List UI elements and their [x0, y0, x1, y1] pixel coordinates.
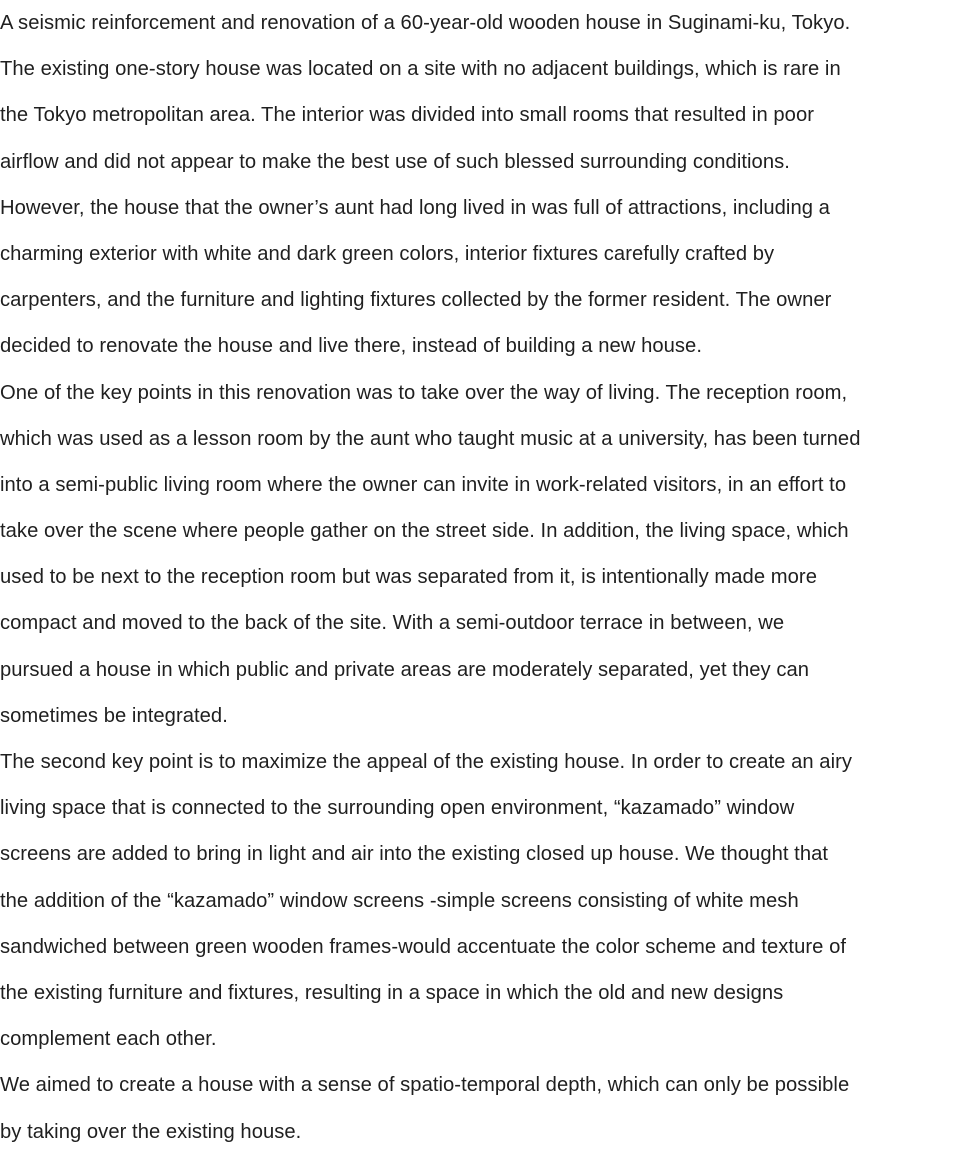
text-line: sometimes be integrated. — [0, 704, 228, 727]
paragraph-second-key-point — [0, 726, 962, 1062]
text-line: living space that is connected to the surrounding open environment, “kazamado” window — [0, 797, 795, 820]
text-line: take over the scene where people gather on the street side. In addition, the living space, which — [0, 520, 849, 543]
text-line: decided to renovate the house and live there, instead of building a new house. — [0, 335, 702, 358]
text-line: the Tokyo metropolitan area. The interior was divided into small rooms that resulted in poor — [0, 104, 815, 127]
text-line: by taking over the existing house. — [0, 1120, 302, 1143]
paragraph-conclusion — [0, 1049, 962, 1154]
text-line: which was used as a lesson room by the aunt who taught music at a university, has been turned — [0, 427, 861, 450]
text-line: used to be next to the reception room but was separated from it, is intentionally made more — [0, 566, 817, 589]
text-line: The second key point is to maximize the appeal of the existing house. In order to create an airy — [0, 751, 853, 773]
text-line: However, the house that the owner’s aunt had long lived in was full of attractions, including a — [0, 196, 830, 219]
text-line: charming exterior with white and dark green colors, interior fixtures carefully crafted by — [0, 242, 775, 265]
text-line: into a semi-public living room where the owner can invite in work-related visitors, in an effort to — [0, 473, 847, 496]
text-line: We aimed to create a house with a sense of spatio-temporal depth, which can only be possible — [0, 1074, 850, 1097]
text-line: One of the key points in this renovation was to take over the way of living. The reception room, — [0, 381, 848, 404]
text-line: A seismic reinforcement and renovation of a 60-year-old wooden house in Suginami-ku, Tokyo. — [0, 12, 851, 34]
text-line: the addition of the “kazamado” window screens -simple screens consisting of white mesh — [0, 889, 799, 912]
paragraph-intro — [0, 0, 962, 370]
text-line: sandwiched between green wooden frames-would accentuate the color scheme and texture of — [0, 935, 847, 958]
text-line: airflow and did not appear to make the best use of such blessed surrounding conditions. — [0, 150, 790, 173]
text-line: The existing one-story house was located on a site with no adjacent buildings, which is rare in — [0, 58, 841, 81]
text-line: pursued a house in which public and private areas are moderately separated, yet they can — [0, 658, 810, 681]
text-line: screens are added to bring in light and air into the existing closed up house. We thought that — [0, 843, 829, 866]
text-line: carpenters, and the furniture and lighting fixtures collected by the former resident. The owner — [0, 289, 832, 312]
text-line: complement each other. — [0, 1028, 217, 1051]
text-line: the existing furniture and fixtures, resulting in a space in which the old and new designs — [0, 981, 784, 1004]
text-line: compact and moved to the back of the site. With a semi-outdoor terrace in between, we — [0, 612, 785, 635]
paragraph-first-key-point — [0, 357, 962, 740]
